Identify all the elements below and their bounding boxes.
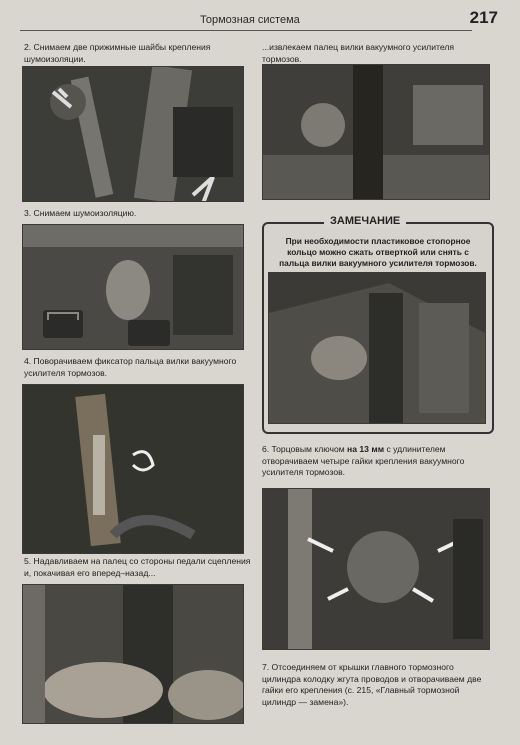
- note-text: При необходимости пластиковое стопорное кольцо можно сжать отверткой или снять с пальца вилки вакуумного усилителя тормозов.: [279, 236, 477, 268]
- step-6-wrench-size: на 13 мм: [347, 444, 385, 454]
- step-6-text-start: 6. Торцовым ключом: [262, 444, 345, 454]
- page-header: [0, 0, 520, 40]
- step-2-caption: 2. Снимаем две прижимные шайбы крепления шумоизоляции.: [24, 42, 211, 64]
- note-title: ЗАМЕЧАНИЕ: [324, 215, 406, 227]
- photo-step-2: [22, 66, 244, 202]
- photo-step-3-illustration: [23, 225, 243, 349]
- photo-step-5: [22, 584, 244, 724]
- step-7-caption: 7. Отсоединяем от крышки главного тормозного цилиндра колодку жгута проводов и отворачиваем две гайки его крепления (с. 215, «Главный тормозной цилиндр — замена»).: [262, 662, 482, 707]
- photo-step-2b-illustration: [263, 65, 489, 199]
- photo-step-2b: [262, 64, 490, 200]
- photo-step-4-illustration: [23, 385, 243, 553]
- header-divider: [20, 30, 472, 31]
- page-number: 217: [469, 8, 498, 27]
- section-title: Тормозная система: [200, 14, 300, 26]
- photo-step-6-illustration: [263, 489, 489, 649]
- photo-step-4: [22, 384, 244, 554]
- photo-step-6: [262, 488, 490, 650]
- step-5-caption: 5. Надавливаем на палец со стороны педали сцепления и, покачивая его вперед–назад...: [24, 556, 251, 578]
- step-4-caption: 4. Поворачиваем фиксатор пальца вилки вакуумного усилителя тормозов.: [24, 356, 237, 378]
- step-6-text-end: с удлинителем отворачиваем четыре гайки крепления вакуумного усилителя тормозов.: [262, 444, 465, 477]
- photo-step-5-illustration: [23, 585, 243, 723]
- step-2-continuation-caption: ...извлекаем палец вилки вакуумного усилителя тормозов.: [262, 42, 454, 64]
- photo-step-2-illustration: [23, 67, 243, 201]
- step-3-caption: 3. Снимаем шумоизоляцию.: [24, 208, 137, 218]
- photo-note: [268, 272, 486, 424]
- photo-step-3: [22, 224, 244, 350]
- photo-note-illustration: [269, 273, 485, 423]
- note-box: [262, 215, 494, 434]
- step-6-caption: [262, 444, 490, 479]
